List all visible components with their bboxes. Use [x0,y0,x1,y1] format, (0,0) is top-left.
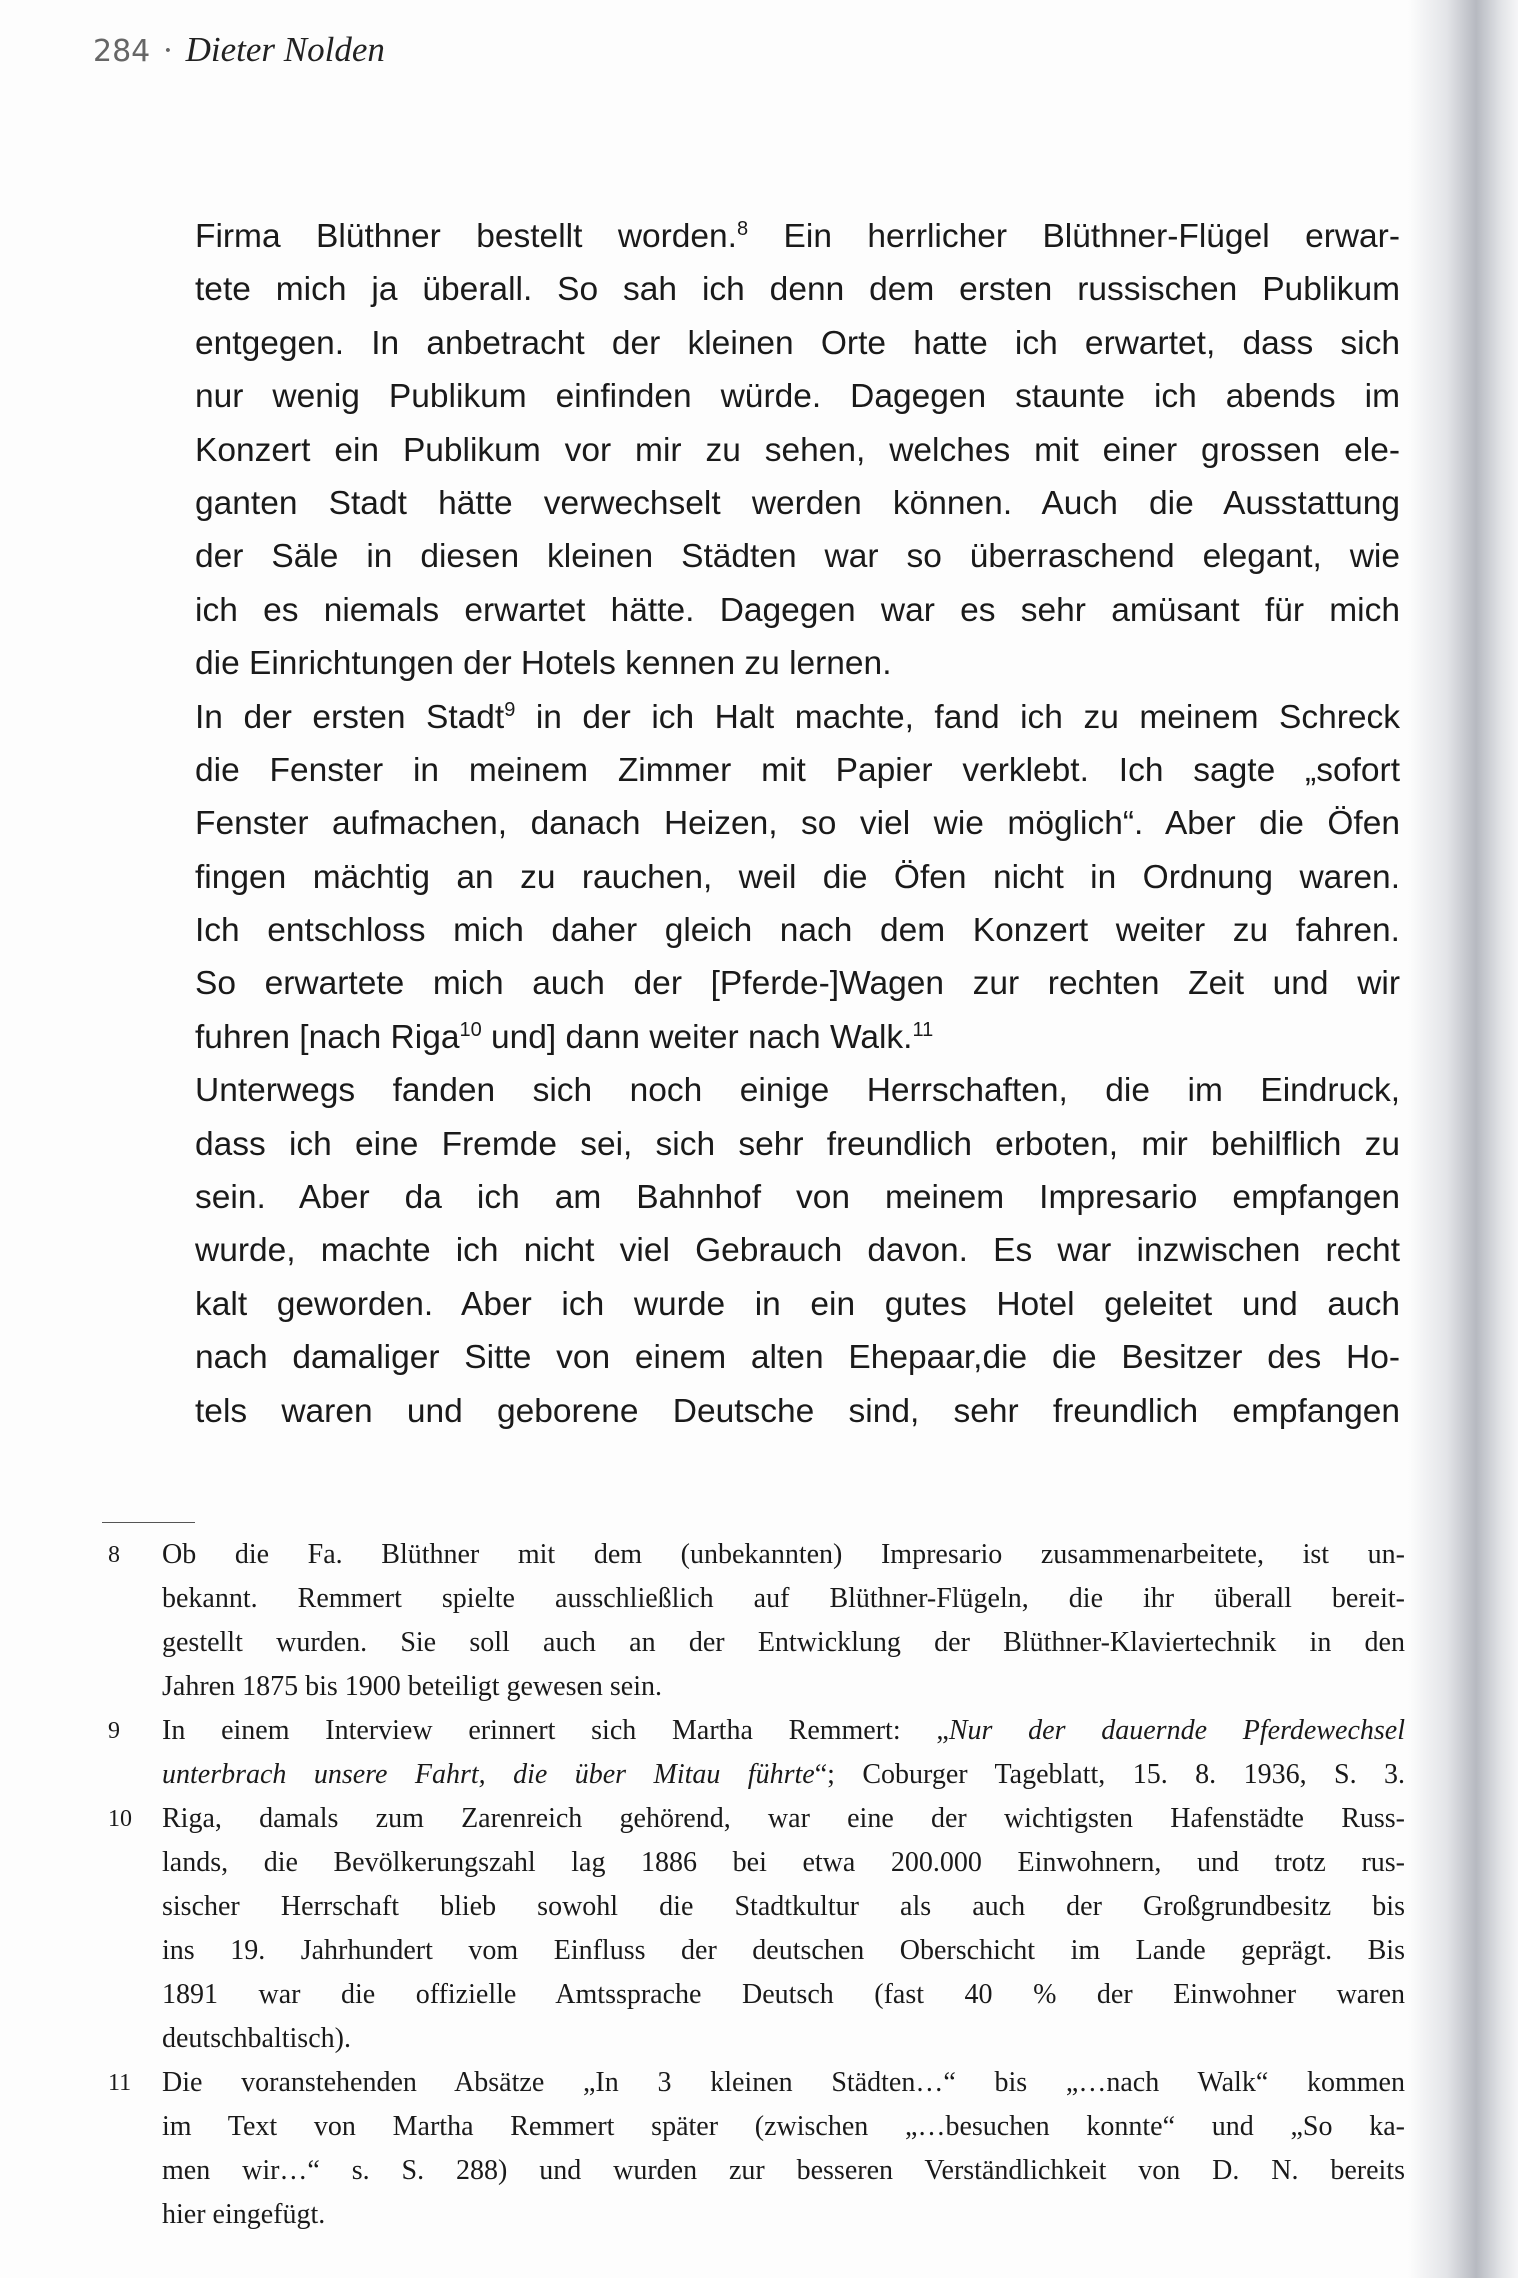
body-line [195,1118,1400,1171]
body-line [195,530,1400,583]
body-line [195,1385,1400,1438]
page-number: 284 [93,34,151,69]
footnote-9 [100,1709,1405,1797]
footnote-quote: Nur der dauernde Pferdewechsel [948,1715,1405,1746]
body-line-text: wurde, machte ich nicht viel Gebrauch davon. Es war inzwischen recht [195,1232,1400,1270]
body-line [195,744,1400,797]
body-line-text: und] dann weiter nach Walk. [481,1018,913,1056]
footnote-reference[interactable]: 9 [504,698,516,721]
page-gutter-shadow [1408,0,1518,2278]
body-line-text: ich es niemals erwartet hätte. Dagegen war es sehr amüsant für mich [195,591,1400,629]
body-line-text: In der ersten Stadt [195,698,505,736]
footnote-quote: unterbrach unsere Fahrt, die über Mitau führte [162,1759,815,1790]
footnote-text: In einem Interview erinnert sich Martha Remmert: „ [162,1715,949,1746]
footnote-line [162,1885,1405,1929]
body-line [195,584,1400,637]
body-line-text: fingen mächtig an zu rauchen, weil die Öfen nicht in Ordnung waren. [195,858,1400,896]
footnote-text: Ob die Fa. Blüthner mit dem (unbekannten) Impresario zusammenarbeitete, ist un- [162,1539,1405,1570]
body-line-text: fuhren [nach Riga [195,1018,460,1056]
body-line-text: nach damaliger Sitte von einem alten Ehepaar,die die Besitzer des Ho- [195,1339,1400,1377]
footnote-line [162,1577,1405,1621]
footnote-number: 8 [108,1542,120,1568]
footnote-text: sischer Herrschaft blieb sowohl die Stadtkultur als auch der Großgrundbesitz bis [162,1891,1405,1922]
body-line-text: Fenster aufmachen, danach Heizen, so viel wie möglich“. Aber die Öfen [195,805,1400,843]
footnote-10 [100,1797,1405,2061]
body-line-text: die Fenster in meinem Zimmer mit Papier verklebt. Ich sagte „sofort [195,751,1400,789]
body-line [195,1171,1400,1224]
header-author: Dieter Nolden [185,30,385,69]
body-line-text: So erwartete mich auch der [Pferde-]Wagen zur rechten Zeit und wir [195,965,1400,1003]
body-text [195,210,1400,1438]
footnote-text: ins 19. Jahrhundert vom Einfluss der deutschen Oberschicht im Lande geprägt. Bis [162,1935,1405,1966]
body-line [195,691,1400,744]
footnote-number: 9 [108,1718,120,1744]
footnote-text: men wir…“ s. S. 288) und wurden zur besseren Verständlichkeit von D. N. bereits [162,2155,1405,2186]
footnote-11 [100,2061,1405,2237]
footnotes [100,1533,1405,2237]
body-line-text: Ein herrlicher Blüthner-Flügel erwar- [748,218,1400,255]
body-line-text: kalt geworden. Aber ich wurde in ein gutes Hotel geleitet und auch [195,1285,1400,1323]
body-line-text: Ich entschloss mich daher gleich nach dem Konzert weiter zu fahren. [195,912,1400,950]
footnote-line [162,2149,1405,2193]
footnote-reference[interactable]: 10 [459,1018,482,1041]
body-line-text: der Säle in diesen kleinen Städten war so überraschend elegant, wie [195,538,1400,576]
footnote-line [162,2017,1405,2061]
body-line-text: nur wenig Publikum einfinden würde. Dagegen staunte ich abends im [195,378,1400,416]
body-line [195,370,1400,423]
body-line [195,1011,1400,1064]
footnote-line [162,2061,1405,2105]
header-separator: · [162,32,174,69]
body-line [195,851,1400,904]
body-line [195,637,1400,690]
body-line-text: Unterwegs fanden sich noch einige Herrschaften, die im Eindruck, [195,1072,1400,1110]
footnote-line [162,1797,1405,1841]
body-line [195,317,1400,370]
footnote-reference[interactable]: 8 [737,217,749,240]
footnote-text: Die voranstehenden Absätze „In 3 kleinen Städten…“ bis „…nach Walk“ kommen [162,2067,1405,2098]
body-line [195,210,1400,263]
footnote-line [162,1753,1405,1797]
footnote-line [162,1533,1405,1577]
footnote-rule [102,1522,195,1523]
footnote-text: gestellt wurden. Sie soll auch an der Entwicklung der Blüthner-Klaviertechnik in den [162,1627,1405,1658]
body-line [195,1224,1400,1277]
footnote-line [162,2105,1405,2149]
footnote-text: Riga, damals zum Zarenreich gehörend, war eine der wichtigsten Hafenstädte Russ- [162,1803,1405,1834]
footnote-line [162,1841,1405,1885]
body-line-text: dass ich eine Fremde sei, sich sehr freundlich erboten, mir behilflich zu [195,1125,1400,1163]
body-line-text: tels waren und geborene Deutsche sind, sehr freundlich empfangen [195,1392,1400,1430]
footnote-text: lands, die Bevölkerungszahl lag 1886 bei etwa 200.000 Einwohnern, und trotz rus- [162,1847,1405,1878]
body-line [195,477,1400,530]
body-line [195,1331,1400,1384]
body-line [195,424,1400,477]
footnote-line [162,1665,1405,1709]
footnote-line [162,1973,1405,2017]
footnote-line [162,1929,1405,1973]
footnote-text: deutschbaltisch). [162,2023,351,2054]
footnote-line [162,1709,1405,1753]
body-line [195,1064,1400,1117]
body-line-text: entgegen. In anbetracht der kleinen Orte hatte ich erwartet, dass sich [195,324,1400,362]
body-line [195,1278,1400,1331]
body-line-text: ganten Stadt hätte verwechselt werden können. Auch die Ausstattung [195,484,1400,522]
footnote-text: hier eingefügt. [162,2199,326,2230]
footnote-text: “; Coburger Tageblatt, 15. 8. 1936, S. 3. [814,1759,1405,1790]
body-line-text: in der ich Halt machte, fand ich zu meinem Schreck [515,698,1400,736]
body-line-text: sein. Aber da ich am Bahnhof von meinem Impresario empfangen [195,1179,1400,1217]
body-line-text: Firma Blüthner bestellt worden. [195,218,737,255]
footnote-text: Jahren 1875 bis 1900 beteiligt gewesen sein. [162,1671,663,1702]
running-header [93,30,385,70]
footnote-text: im Text von Martha Remmert später (zwischen „…besuchen konnte“ und „So ka- [162,2111,1405,2142]
footnote-text: bekannt. Remmert spielte ausschließlich auf Blüthner-Flügeln, die ihr überall bereit- [162,1583,1405,1614]
footnote-8 [100,1533,1405,1709]
body-line [195,263,1400,316]
footnote-line [162,2193,1405,2237]
footnote-line [162,1621,1405,1665]
body-line [195,957,1400,1010]
body-line-text: die Einrichtungen der Hotels kennen zu lernen. [195,645,892,683]
body-line-text: Konzert ein Publikum vor mir zu sehen, welches mit einer grossen ele- [195,431,1400,469]
footnote-text: 1891 war die offizielle Amtssprache Deutsch (fast 40 % der Einwohner waren [162,1979,1405,2010]
footnote-number: 11 [108,2070,132,2096]
footnote-number: 10 [108,1806,132,1832]
body-line [195,797,1400,850]
body-line [195,904,1400,957]
footnote-reference[interactable]: 11 [912,1018,934,1041]
body-line-text: tete mich ja überall. So sah ich denn dem ersten russischen Publikum [195,271,1400,309]
